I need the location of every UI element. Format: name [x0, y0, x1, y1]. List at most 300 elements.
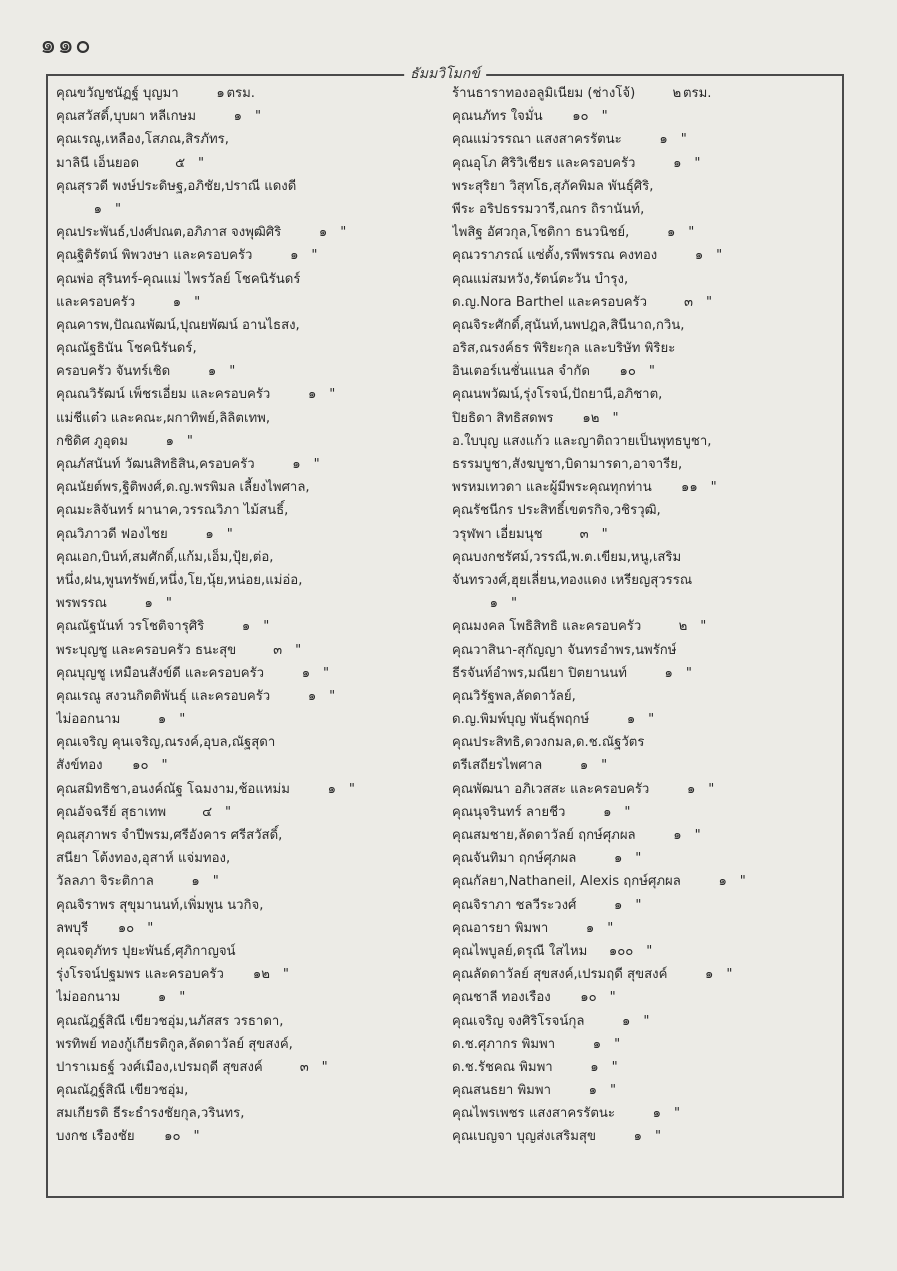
donation-qty: ๑	[622, 1013, 631, 1029]
donation-qty: ๑	[626, 712, 636, 728]
donor-name: คุณขวัญชนัฏฐ์ บุญมา	[56, 86, 179, 101]
page-number: ๑๑๐	[40, 30, 92, 60]
donation-unit: "	[601, 526, 608, 542]
donation-qty: ๑	[157, 712, 167, 728]
donation-unit: "	[648, 712, 655, 728]
donor-name: ไม่ออกนาม	[56, 712, 121, 728]
donation-unit: "	[607, 920, 614, 936]
donation-unit: "	[321, 1059, 328, 1075]
donation-qty: ๑	[585, 920, 595, 936]
donation-unit: "	[635, 897, 642, 913]
donation-unit: "	[601, 758, 608, 774]
donation-unit: "	[323, 665, 330, 681]
donation-unit: "	[708, 781, 715, 797]
donation-qty: ๒	[672, 86, 682, 101]
donor-name: คุณจิราพร สุขุมานนท์,เพิ่มพูน นวกิจ,	[56, 897, 264, 913]
donor-row	[56, 1033, 446, 1056]
donor-name: สังข์ทอง	[56, 758, 103, 774]
donation-qty: ๑	[718, 874, 727, 890]
donor-name: วัลลภา จิระติกาล	[56, 874, 154, 890]
donor-row	[452, 407, 842, 430]
donation-unit: "	[612, 410, 619, 426]
donation-qty: ๑	[93, 201, 102, 217]
donor-row	[56, 1079, 446, 1102]
donor-name: ร้านธาราทองอลูมิเนียม (ช่างโจ้)	[452, 86, 636, 101]
donation-unit: ตรม.	[226, 86, 255, 101]
donor-row	[452, 82, 842, 105]
donor-name: คุณไพบูลย์,ดรุณี ใสไหม	[452, 943, 588, 959]
donor-name: คุณอารยา พิมพา	[452, 920, 549, 936]
donor-name: คุณคารพ,ปัณณพัฒน์,ปุณยพัฒน์ อานไธสง,	[56, 317, 300, 333]
donor-row	[452, 476, 842, 499]
donor-name: คุณสุภาพร จำปีพรม,ศรีอังคาร ศรีสวัสดิ์,	[56, 828, 283, 843]
donor-row	[56, 128, 446, 151]
donor-name: คุณเรณู,เหลือง,โสภณ,สิรภัทร,	[56, 132, 229, 148]
donation-unit: "	[609, 990, 616, 1006]
donation-qty: ๑	[489, 596, 498, 612]
donation-qty: ๑	[705, 967, 714, 983]
donation-unit: "	[643, 1013, 650, 1029]
donor-row	[452, 801, 842, 824]
donor-name: คุณจิราภา ชลวีระวงศ์	[452, 897, 577, 913]
donor-row	[56, 175, 446, 198]
donor-row	[452, 1056, 842, 1079]
donor-row	[452, 244, 842, 267]
donor-name: ด.ช.ศุภากร พิมพา	[452, 1036, 556, 1052]
donor-name: ปิยธิดา สิทธิสดพร	[452, 410, 554, 426]
donation-qty: ๑	[579, 758, 589, 774]
donation-unit: "	[688, 225, 695, 241]
donor-name: พรพรรณ	[56, 596, 107, 612]
donation-unit: "	[313, 457, 320, 472]
donor-row	[452, 360, 842, 383]
donor-row	[56, 430, 446, 453]
donor-row	[56, 383, 446, 406]
donation-qty: ๑๐	[619, 364, 636, 380]
donor-name: คุณพ่อ สุรินทร์-คุณแม่ ไพรวัลย์ โชคนิรันดร์	[56, 271, 301, 287]
donor-name: คุณวราภรณ์ แซ่ตั้ง,รพีพรรณ คงทอง	[452, 248, 658, 264]
donation-qty: ๑	[673, 155, 682, 171]
donor-name: ปาราเมธฐ์ วงศ์เมือง,เปรมฤดี สุขสงค์	[56, 1059, 263, 1075]
donor-row	[56, 360, 446, 383]
donor-row	[56, 291, 446, 314]
donation-qty: ๑	[588, 1083, 597, 1099]
donor-row	[452, 314, 842, 337]
donor-row	[56, 731, 446, 754]
donor-row	[452, 615, 842, 638]
right-column	[452, 82, 842, 1149]
donation-unit: "	[673, 1106, 681, 1122]
donor-name: คุณมงคล โพธิสิทธิ และครอบครัว	[452, 619, 642, 635]
donor-row	[56, 569, 446, 592]
donor-name: คุณนุจรินทร์ ลายชีว	[452, 804, 566, 820]
donor-row	[56, 986, 446, 1009]
donation-unit: "	[229, 364, 236, 380]
donation-qty: ๑๐	[117, 920, 135, 936]
donor-name: คุณประพันธ์,ปงศ์ปณต,อภิภาส จงพุฒิศิริ	[56, 225, 282, 241]
donation-unit: "	[186, 433, 193, 449]
donation-unit: "	[648, 364, 655, 380]
donor-row	[56, 894, 446, 917]
donor-name: คุณจิระศักดิ์,สุนันท์,นพปฎล,สินีนาถ,กวิน,	[452, 317, 685, 333]
donor-name: คุณรัชนีกร ประสิทธิ์เขตรกิจ,วชิรวุฒิ,	[452, 503, 661, 519]
donor-name: คุณประสิทธิ,ดวงกมล,ด.ช.ณัฐวัตร	[452, 735, 645, 751]
donor-name: รุ่งโรจน์ปฐมพร และครอบครัว	[56, 967, 224, 983]
donor-name: คุณกัลยา,Nathaneil, Alexis ฤกษ์ศุภผล	[452, 874, 681, 890]
donor-name: คุณแม่สมหวัง,รัตน์ตะวัน บำรุง,	[452, 271, 629, 287]
donation-unit: "	[225, 804, 232, 820]
donation-unit: "	[694, 155, 701, 171]
donor-name: วรุฬพา เอี่ยมนุช	[452, 526, 543, 542]
donation-unit: "	[510, 596, 518, 612]
donor-row	[56, 82, 446, 105]
donor-name: คุณอุโภ ศิริวิเชียร และครอบครัว	[452, 155, 636, 171]
donation-unit: "	[635, 851, 642, 867]
donation-unit: "	[179, 712, 186, 728]
donor-row	[452, 383, 842, 406]
donation-unit: "	[114, 201, 122, 217]
donor-row	[56, 662, 446, 685]
donor-name: ด.ญ.พิมพ์บุญ พันธุ์พฤกษ์	[452, 712, 590, 728]
donation-qty: ๑	[613, 851, 623, 867]
donor-row	[452, 847, 842, 870]
donor-name: แม่ชีแต๋ว และคณะ,ผกาทิพย์,ลิลิตเทพ,	[56, 410, 271, 426]
donor-name: ไม่ออกนาม	[56, 990, 121, 1006]
left-column	[56, 82, 446, 1149]
donor-name: คุณนัยต์พร,ฐิติพงศ์,ด.ญ.พรพิมล เลี้ยงไพศาล,	[56, 480, 310, 496]
donor-name: และครอบครัว	[56, 294, 136, 310]
donor-row	[452, 337, 842, 360]
donor-name: อ.ใบบุญ แสงแก้ว และญาติถวายเป็นพุทธบูชา,	[452, 433, 712, 449]
donation-qty: ๓	[579, 526, 589, 542]
donor-row	[452, 1033, 842, 1056]
donation-qty: ๑	[207, 364, 217, 380]
donor-row	[452, 778, 842, 801]
donor-row	[56, 801, 446, 824]
donation-unit: "	[685, 665, 692, 681]
donation-qty: ๑	[614, 897, 623, 913]
donation-unit: "	[705, 294, 713, 310]
donor-row	[56, 847, 446, 870]
donation-qty: ๑	[694, 248, 704, 264]
donor-row	[56, 1125, 446, 1148]
donor-row	[452, 523, 842, 546]
donor-row	[452, 963, 842, 986]
donor-row	[452, 291, 842, 314]
donor-row	[56, 268, 446, 291]
donation-unit: "	[609, 1083, 617, 1099]
donation-unit: "	[710, 480, 717, 496]
donation-qty: ๕	[175, 155, 186, 171]
donor-row	[56, 198, 446, 221]
donation-qty: ๑	[307, 387, 317, 403]
donation-qty: ๑	[191, 874, 200, 890]
donor-row	[56, 546, 446, 569]
donation-unit: "	[311, 248, 318, 264]
donation-qty: ๑	[241, 619, 251, 635]
donor-name: คุณพัฒนา อภิเวสสะ และครอบครัว	[452, 781, 650, 797]
donation-qty: ๑	[664, 665, 673, 681]
donation-unit: "	[282, 967, 289, 983]
donor-row	[56, 221, 446, 244]
donor-row	[452, 1079, 842, 1102]
donor-name: อริส,ณรงค์ธร พิริยะกุล และบริษัท พิริยะ	[452, 341, 676, 357]
donor-name: คุณนพวัฒน์,รุ่งโรจน์,ปัถยานี,อภิชาต,	[452, 387, 663, 403]
donor-name: ด.ญ.Nora Barthel และครอบครัว	[452, 294, 648, 310]
donation-unit: "	[194, 294, 201, 310]
donor-row	[56, 314, 446, 337]
donation-qty: ๓	[684, 294, 694, 310]
donation-qty: ๑๒	[582, 410, 600, 426]
donation-qty: ๑	[592, 1036, 602, 1052]
donation-unit: "	[226, 526, 233, 542]
donor-name: พระบุญชู และครอบครัว ธนะสุข	[56, 642, 237, 658]
donation-qty: ๑	[144, 596, 153, 612]
donor-name: พรหมเทวดา และผู้มีพระคุณทุกท่าน	[452, 480, 652, 496]
donor-name: พระสุริยา วิสุทโธ,สุภัคพิมล พันธุ์ศิริ,	[452, 178, 654, 194]
donation-qty: ๑	[652, 1106, 661, 1122]
donor-name: คุณชาลี ทองเรือง	[452, 990, 551, 1006]
donation-qty: ๒	[678, 619, 688, 635]
donation-unit: "	[654, 1129, 662, 1145]
donation-qty: ๑๐	[164, 1129, 181, 1145]
donation-qty: ๑	[307, 688, 317, 704]
donor-name: คุณณัฐนันท์ วรโชติจารุศิริ	[56, 619, 205, 635]
donor-row	[56, 1010, 446, 1033]
donor-name: คุณณวิรัฒน์ เพ็ชรเอี่ยม และครอบครัว	[56, 387, 271, 403]
donor-row	[56, 499, 446, 522]
donation-qty: ๓	[299, 1059, 309, 1075]
donation-unit: "	[716, 248, 723, 264]
donor-row	[56, 685, 446, 708]
donor-name: พรทิพย์ ทองกู้เกียรติกูล,ลัดดาวัลย์ สุขสงค์,	[56, 1036, 293, 1052]
donor-name: คุณวิภาวดี ฟองไชย	[56, 526, 168, 542]
donation-unit: "	[726, 967, 733, 983]
donor-row	[56, 639, 446, 662]
donor-name: คุณอัจฉรีย์ สุธาเทพ	[56, 804, 167, 820]
donor-name: คุณณัฎฐ์สิณี เขียวชอุ่ม,	[56, 1083, 189, 1099]
donor-name: คุณณัฐธินัน โชคนิรันดร์,	[56, 341, 197, 357]
donor-row	[452, 569, 842, 592]
donation-unit: "	[614, 1036, 621, 1052]
donation-unit: "	[601, 109, 608, 125]
donation-unit: "	[212, 874, 219, 890]
donation-unit: "	[255, 109, 262, 125]
donor-row	[56, 453, 446, 476]
donor-row	[452, 1125, 842, 1148]
donor-name: คุณเรณู สงวนกิตติพันธุ์ และครอบครัว	[56, 688, 271, 704]
donor-row	[452, 152, 842, 175]
donor-name: คุณเจริญ จงศิริโรจน์กุล	[452, 1013, 585, 1029]
donor-name: ครอบครัว จันทร์เชิด	[56, 364, 171, 380]
donor-row	[56, 1102, 446, 1125]
donation-unit: "	[147, 920, 154, 936]
donor-name: คุณวิรัฐพล,ลัดดาวัลย์,	[452, 688, 576, 704]
donation-unit: "	[295, 642, 302, 658]
donor-row	[452, 546, 842, 569]
donor-row	[56, 754, 446, 777]
donation-qty: ๑	[233, 109, 243, 125]
donor-list-frame	[46, 66, 844, 1198]
donor-name: คุณสมชาย,ลัดดาวัลย์ ฤกษ์ศุภผล	[452, 828, 636, 843]
donor-row	[56, 523, 446, 546]
donor-row	[56, 476, 446, 499]
donation-unit: "	[700, 619, 707, 635]
donation-unit: "	[161, 758, 168, 774]
donation-qty: ๑๑	[680, 480, 698, 496]
donation-qty: ๑๐	[132, 758, 149, 774]
donor-name: สมเกียรติ ธีระธำรงชัยกุล,วรินทร,	[56, 1106, 245, 1122]
donation-qty: ๑	[666, 225, 676, 241]
donation-unit: "	[739, 874, 746, 890]
donor-name: คุณจันทิมา ฤกษ์ศุภผล	[452, 851, 577, 867]
donor-name: ไพสิฐ อัศวกุล,โชติกา ธนวนิชย์,	[452, 225, 630, 241]
donor-row	[56, 407, 446, 430]
donor-row	[452, 453, 842, 476]
donor-row	[56, 152, 446, 175]
donor-name: คุณบุญชู เหมือนสังข์ดี และครอบครัว	[56, 665, 265, 681]
donation-qty: ๑	[290, 248, 299, 264]
donor-row	[56, 778, 446, 801]
donation-qty: ๑๐๐	[608, 943, 634, 959]
donor-row	[452, 986, 842, 1009]
donor-row	[56, 917, 446, 940]
donation-unit: "	[193, 1129, 200, 1145]
donor-name: มาลินี เอ็นยอด	[56, 155, 140, 171]
donation-unit: "	[329, 387, 336, 403]
donor-name: คุณจตุภัทร ปุยะพันธ์,ศุภิกาญจน์	[56, 943, 236, 959]
donor-name: คุณแม่วรรณา แสงสาครรัตนะ	[452, 132, 622, 148]
donor-row	[452, 731, 842, 754]
donor-name: อินเตอร์เนชั่นแนล จำกัด	[452, 364, 590, 380]
donor-row	[452, 499, 842, 522]
donor-row	[452, 824, 842, 847]
donation-qty: ๑	[301, 665, 311, 681]
donation-qty: ๑	[165, 433, 174, 449]
donation-qty: ๑	[673, 828, 682, 843]
donor-name: ด.ช.รัชคณ พิมพา	[452, 1059, 553, 1075]
donation-qty: ๑	[205, 526, 214, 542]
donation-qty: ๑	[633, 1129, 642, 1145]
donor-name: ธรรมบูชา,สังฆบูชา,บิดามารดา,อาจารีย,	[452, 457, 683, 472]
donation-qty: ๑	[327, 781, 336, 797]
donor-row	[56, 1056, 446, 1079]
donation-unit: "	[680, 132, 687, 148]
donor-name: สนียา โต้งทอง,อุสาห์ แจ่มทอง,	[56, 851, 231, 867]
donor-name: คุณบงกชรัศม์,วรรณี,พ.ต.เขียม,หนู,เสริม	[452, 549, 682, 565]
donor-row	[452, 105, 842, 128]
donor-row	[452, 1010, 842, 1033]
donor-row	[452, 268, 842, 291]
donation-unit: "	[340, 225, 347, 241]
donor-name: คุณเอก,บินท์,สมศักดิ์,แก้ม,เอ็ม,ปุ้ย,ต่อ,	[56, 549, 274, 565]
donation-qty: ๑	[590, 1059, 599, 1075]
donor-name: คุณสมิทธิชา,อนงค์ณัฐ โฉมงาม,ช้อแหม่ม	[56, 781, 290, 797]
donor-name: คุณเบญจา บุญส่งเสริมสุข	[452, 1129, 596, 1145]
donor-row	[452, 175, 842, 198]
donor-row	[56, 708, 446, 731]
donor-row	[452, 754, 842, 777]
donation-unit: "	[329, 688, 336, 704]
donor-name: คุณนภัทร ใจมั่น	[452, 109, 543, 125]
donation-unit: "	[694, 828, 701, 843]
donor-row	[56, 592, 446, 615]
donation-qty: ๑	[216, 86, 225, 101]
donor-row	[56, 615, 446, 638]
donor-name: ลพบุรี	[56, 920, 89, 936]
donor-row	[452, 128, 842, 151]
donor-name: กชิดิศ ภูอุดม	[56, 433, 128, 449]
donation-unit: "	[263, 619, 270, 635]
donor-name: คุณฐิติรัตน์ พิพวงษา และครอบครัว	[56, 248, 253, 264]
donor-row	[452, 198, 842, 221]
donation-unit: "	[646, 943, 653, 959]
donation-unit: "	[179, 990, 186, 1006]
donor-name: คุณสนธยา พิมพา	[452, 1083, 551, 1099]
donation-qty: ๑	[659, 132, 668, 148]
donor-name: คุณลัดดาวัลย์ สุขสงค์,เปรมฤดี สุขสงค์	[452, 967, 668, 983]
donor-row	[56, 870, 446, 893]
donation-qty: ๑	[292, 457, 301, 472]
donor-row	[452, 940, 842, 963]
donation-qty: ๑	[157, 990, 167, 1006]
donor-name: คุณเจริญ คุนเจริญ,ณรงค์,อุบล,ณัฐสุดา	[56, 735, 276, 751]
donation-qty: ๑๐	[580, 990, 597, 1006]
donor-row	[452, 917, 842, 940]
donor-row	[452, 639, 842, 662]
donor-name: คุณมะลิจันทร์ ผานาค,วรรณวิภา ไม้สนธิ์,	[56, 503, 289, 519]
donor-name: คุณวาสินา-สุกัญญา จันทรอำพร,นพรักษ์	[452, 642, 677, 658]
donor-row	[452, 592, 842, 615]
donation-unit: "	[624, 804, 631, 820]
donation-qty: ๑	[172, 294, 182, 310]
donor-name: จันทรวงศ์,ฮุยเลี่ยน,ทองแดง เหรียญสุวรรณ	[452, 572, 693, 588]
donor-name: บงกช เรืองชัย	[56, 1129, 135, 1145]
donation-unit: "	[198, 155, 205, 171]
donation-qty: ๑๒	[252, 967, 270, 983]
donor-name: คุณภัสนันท์ วัฒนสิทธิสิน,ครอบครัว	[56, 457, 255, 472]
donor-name: ตรีเสถียรไพศาล	[452, 758, 543, 774]
donor-row	[56, 940, 446, 963]
donor-name: คุณไพรเพชร แสงสาครรัตนะ	[452, 1106, 615, 1122]
donor-row	[452, 430, 842, 453]
header-title: ธัมมวิโมกข์	[404, 63, 486, 85]
donor-row	[452, 685, 842, 708]
donation-qty: ๑	[318, 225, 328, 241]
donation-unit: "	[611, 1059, 618, 1075]
donor-row	[452, 708, 842, 731]
donor-row	[56, 824, 446, 847]
donor-name: คุณณัฎฐ์สิณี เขียวชอุ่ม,นภัสสร วรธาดา,	[56, 1013, 284, 1029]
donor-row	[56, 963, 446, 986]
donor-row	[452, 894, 842, 917]
donor-row	[452, 870, 842, 893]
donation-qty: ๑	[603, 804, 612, 820]
donation-qty: ๑	[686, 781, 696, 797]
donor-row	[56, 105, 446, 128]
donation-qty: ๔	[202, 804, 213, 820]
donor-name: ธีรจันท์อำพร,มณียา ปิตยานนท์	[452, 665, 627, 681]
donation-unit: "	[165, 596, 172, 612]
donation-qty: ๑๐	[572, 109, 589, 125]
donor-name: คุณสวัสดิ์,บุบผา หลีเกษม	[56, 109, 197, 125]
donation-unit: "	[348, 781, 355, 797]
donor-row	[56, 337, 446, 360]
donor-name: หนึ่ง,ฝน,พูนทรัพย์,หนึ่ง,โย,นุ้ย,หน่อย,แม่อ่อ,	[56, 572, 303, 588]
donor-name: พีระ อริปธรรมวารี,ณกร ถิรานันท์,	[452, 201, 645, 217]
donation-unit: ตรม.	[682, 86, 712, 101]
donor-row	[56, 244, 446, 267]
